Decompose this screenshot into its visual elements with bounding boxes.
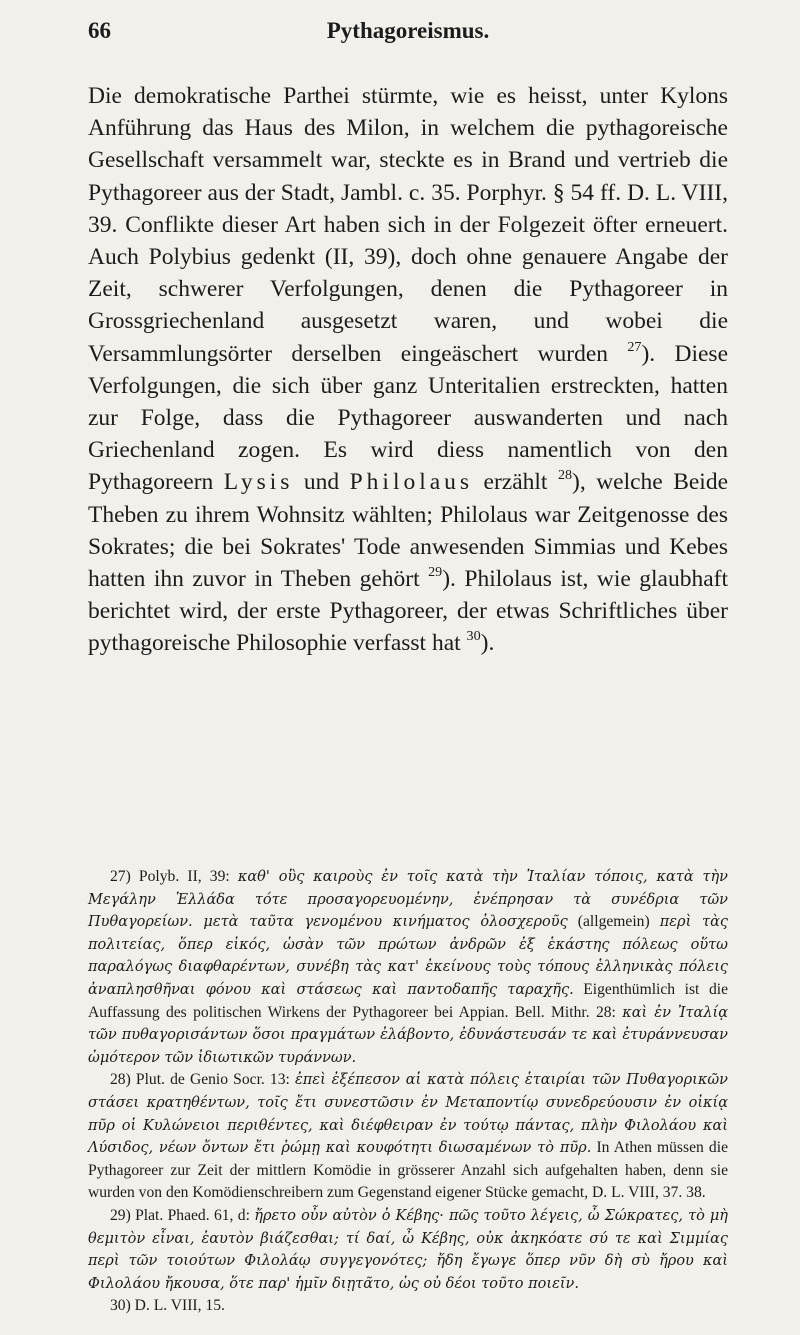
footnote-29	[88, 1205, 728, 1295]
text-run: erzählt	[473, 469, 548, 496]
footnote-ref-30[interactable]: 30	[466, 628, 481, 645]
footnote-text: 27) Polyb. II, 39:	[110, 868, 238, 885]
text-run: Die demokratische Parthei stürmte, wie es heisst, unter Kylons Anführung das Haus des Milon, in welchem die pythagoreische Gesellschaft versammelt war, steckte es in Brand und vertrieb die Pythagoreer aus der Stadt, Jambl. c. 35. Porphyr. § 54 ff. D. L. VIII, 39. Conflikte dieser Art haben sich in der Folgezeit öfter erneuert. Auch Polybius gedenkt (II, 39), doch ohne genauere Angabe der Zeit, schwerer Verfolgungen, denen die Pythagoreer in Grossgriechenland ausgesetzt waren, und wobei die Versammlungsörter derselben eingeäschert wurden	[88, 83, 728, 367]
footnote-text: Eigenthümlich ist die Auffassung des politischen Wirkens der Pythagoreer bei Appian. Bell. Mithr. 28:	[88, 980, 728, 1021]
text-run: ). Diese Verfolgungen, die sich über ganz Unteritalien erstreckten, hatten zur Folge, dass die Pythagoreer auswanderten und nach Griechenland zogen. Es wird diess namentlich von den Pythagoreern	[88, 340, 728, 496]
name-lysis: Lysis	[223, 469, 294, 496]
greek-quote: ἤρετο οὖν αὐτὸν ὁ Κέβης· πῶς τοῦτο λέγεις, ὦ Σώκρατες, τὸ μὴ θεμιτὸν εἶναι, ἑαυτὸν βιάζεσθαι; τί δαί, ὦ Κέβης, οὐκ ἀκηκόατε σύ τε καὶ Σιμμίας περὶ τῶν τοιούτων Φιλολάῳ συγγεγονότες; ἤδη ἔγωγε ὅπερ νῦν δὴ σὺ ἤρου καὶ Φιλολάου ἤκουσα, ὅτε παρ' ἡμῖν διῃτᾶτο, ὡς οὐ δέοι τοῦτο ποιεῖν.	[88, 1207, 728, 1292]
running-title: Pythagoreismus.	[326, 18, 490, 43]
footnote-text: 28) Plut. de Genio Socr. 13:	[110, 1071, 295, 1089]
footnote-ref-29[interactable]: 29	[428, 564, 443, 581]
footnote-27	[88, 866, 728, 1069]
greek-quote: καθ' οὓς καιροὺς ἐν τοῖς κατὰ τὴν Ἰταλίαν τόποις, κατὰ τὴν Μεγάλην Ἑλλάδα τότε προσαγορευομένην, ἐνέπρησαν τὰ συνέδρια τῶν Πυθαγορείων. μετὰ ταῦτα γενομένου κινήματος ὁλοσχεροῦς	[88, 869, 728, 931]
footnotes	[88, 866, 728, 1318]
name-philolaus: Philolaus	[349, 469, 474, 496]
footnote-text: 29) Plat. Phaed. 61, d:	[110, 1206, 255, 1224]
text-run: ).	[480, 630, 495, 657]
greek-quote: ἐπεὶ ἐξέπεσον αἱ κατὰ πόλεις ἑταιρίαι τῶν Πυθαγορικῶν στάσει κρατηθέντων, τοῖς ἔτι συνεστῶσιν ἐν Μεταποντίῳ συνεδρεύουσιν ἐν οἰκίᾳ πῦρ οἱ Κυλώνειοι περιθέντες, καὶ διέφθειραν ἐν τούτῳ πάντας, πλὴν Φιλολάου καὶ Λύσιδος, νέων ὄντων ἔτι ῥώμῃ καὶ κουφότητι διωσαμένων τὸ πῦρ.	[88, 1072, 728, 1157]
greek-quote: περὶ τὰς πολιτείας, ὅπερ εἰκός, ὡσὰν τῶν πρώτων ἀνδρῶν ἐξ ἑκάστης πόλεως οὕτω παραλόγως διαφθαρέντων, συνέβη τὰς κατ' ἐκείνους τοὺς τόπους ἑλληνικὰς πόλεις ἀναπλησθῆναι φόνου καὶ στάσεως καὶ παντοδαπῆς ταραχῆς.	[88, 914, 728, 998]
text-run: und	[293, 469, 350, 496]
book-page	[88, 0, 729, 1315]
page-header	[88, 0, 728, 60]
greek-quote: καὶ ἐν Ἰταλίᾳ τῶν πυθαγορισάντων ὅσοι πραγμάτων ἐλάβοντο, ἐδυνάστευσάν τε καὶ ἐτυράννευσαν ὠμότερον τῶν ἰδιωτικῶν τυράννων.	[88, 1004, 728, 1066]
footnote-30: 30) D. L. VIII, 15.	[110, 1297, 225, 1315]
footnote-ref-27[interactable]: 27	[627, 338, 642, 355]
main-text	[88, 80, 728, 660]
footnote-ref-28[interactable]: 28	[557, 467, 573, 484]
footnote-text: (allgemein)	[567, 913, 660, 931]
body-paragraph	[88, 80, 728, 660]
footnote-text: In Athen müssen die Pythagoreer zur Zeit der mittlern Komödie in grösserer Anzahl sich aufgehalten haben, denn sie wurden von den Komödienschreibern zum Gegenstand eigener Stücke gemacht, D. L. VIII, 37. 38.	[88, 1139, 728, 1202]
text-run: ). Philolaus ist, wie glaubhaft berichtet wird, der erste Pythagoreer, der etwas Schriftliches über pythagoreische Philosophie verfasst hat	[88, 566, 729, 657]
footnote-28	[88, 1069, 728, 1205]
text-run: ), welche Beide Theben zu ihrem Wohnsitz wählten; Philolaus war Zeitgenosse des Sokrates; die bei Sokrates' Tode anwesenden Simmias und Kebes hatten ihn zuvor in Theben gehört	[88, 469, 729, 593]
page-number: 66	[88, 18, 111, 43]
